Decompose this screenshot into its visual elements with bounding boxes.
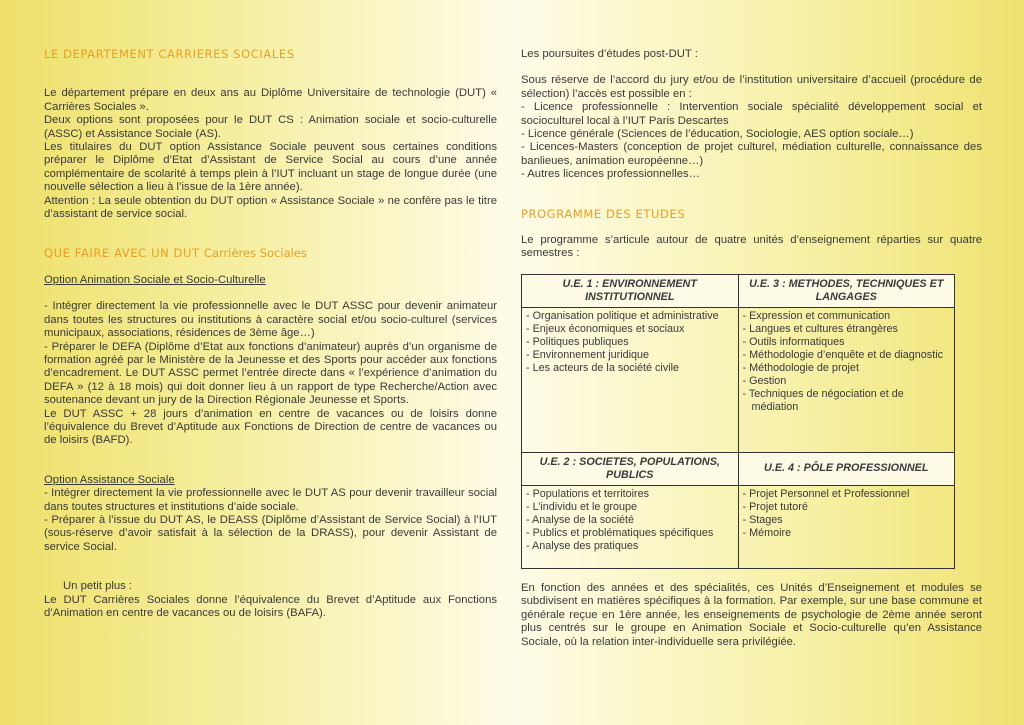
ue2-item: - Analyse des pratiques <box>526 539 639 552</box>
post-dut-item: - Licences-Masters (conception de projet culturel, médiation culturelle, connaissance des banlieues, animation européenne…) <box>521 141 982 167</box>
ue3-item: - Expression et communication <box>742 309 891 322</box>
post-dut-item: - Autres licences professionnelles… <box>521 168 700 181</box>
ue4-item: - Stages <box>742 513 783 526</box>
section-heading-que-faire <box>44 247 497 260</box>
section-heading-departement: LE DEPARTEMENT CARRIERES SOCIALES <box>44 47 295 61</box>
ue3-item: - Langues et cultures étrangères <box>742 322 898 335</box>
ue4-item: - Mémoire <box>742 526 792 539</box>
ue1-item: - Environnement juridique <box>526 348 650 361</box>
options-paragraph: Deux options sont proposées pour le DUT CS : Animation sociale et socio-culturelle (ASSC) et Assistance Sociale (AS). <box>44 114 497 140</box>
ue3-item: - Gestion <box>742 374 787 387</box>
ue1-item: - Les acteurs de la société civile <box>526 361 680 374</box>
post-dut-intro: Sous réserve de l’accord du jury et/ou de l’institution universitaire d’accueil (procédure de sélection) l’accès est possible en : <box>521 74 982 100</box>
ue3-item: - Techniques de négociation et de médiation <box>742 387 904 413</box>
ue2-header: U.E. 2 : SOCIETES, POPULATIONS, PUBLICS <box>522 452 739 485</box>
heading-main: QUE FAIRE AVEC UN DUT <box>44 246 200 261</box>
post-dut-item: - Licence générale (Sciences de l’éducation, Sociologie, AES option sociale…) <box>521 128 914 141</box>
programme-intro: Le programme s’articule autour de quatre unités d’enseignement réparties sur quatre semestres : <box>521 234 982 260</box>
left-column <box>44 48 497 620</box>
ue3-item: - Méthodologie de projet <box>742 361 859 374</box>
ue-table <box>521 274 955 569</box>
ue3-cell <box>738 307 955 452</box>
ue2-item: - L’individu et le groupe <box>526 500 638 513</box>
ue2-item: - Populations et territoires <box>526 487 650 500</box>
ue2-item: - Analyse de la société <box>526 513 635 526</box>
ue1-item: - Politiques publiques <box>526 335 629 348</box>
post-dut-title: Les poursuites d’études post-DUT : <box>521 48 698 60</box>
ue3-item: - Outils informatiques <box>742 335 845 348</box>
option-animation-title: Option Animation Sociale et Socio-Culturelle <box>44 273 266 286</box>
ue4-header: U.E. 4 : PÔLE PROFESSIONNEL <box>738 452 955 485</box>
post-dut-item: - Licence professionnelle : Intervention sociale spécialité développement social et socioculturel local à l’IUT Paris Descartes <box>521 101 982 127</box>
ue4-item: - Projet tutoré <box>742 500 808 513</box>
ue2-cell <box>522 485 739 568</box>
option-animation-p3: Le DUT ASSC + 28 jours d’animation en centre de vacances ou de loisirs donne l’équivalence du Brevet d’Aptitude aux Fonctions de Direction de centre de vacances ou de loisirs (BAFD). <box>44 407 497 447</box>
option-assistance-title: Option Assistance Sociale <box>44 473 175 486</box>
section-heading-programme: PROGRAMME DES ETUDES <box>521 206 686 221</box>
option-assistance-p1: - Intégrer directement la vie professionnelle avec le DUT AS pour devenir travailleur social dans toutes structures et institutions d’aide sociale. <box>44 487 497 513</box>
option-assistance-p2: - Préparer à l’issue du DUT AS, le DEASS (Diplôme d’Assistant de Service Social) à l’IUT (sous-réserve d’avoir satisfait à la sélection de la DRASS), pour devenir Assistant de service Social. <box>44 513 497 553</box>
ue1-cell <box>522 307 739 452</box>
ue4-cell <box>738 485 955 568</box>
option-animation-p1: - Intégrer directement la vie professionnelle avec le DUT ASSC pour devenir animateur dans toutes les structures ou institutions à caractère social et/ou socio-culturel (services municipaux, associations, résidences de 3ème âge…) <box>44 300 497 340</box>
programme-closing: En fonction des années et des spécialités, ces Unités d’Enseignement et modules se subdivisent en matières spécifiques à la formation. Par exemple, sur une base commune et générale reçue en 1ère année, les enseignements de psychologie de 2ème année seront plus centrés sur le groupe en Animation Sociale et Socio-culturelle qu’en Assistance Sociale, où la relation inter-individuelle sera privilégiée. <box>521 581 982 648</box>
ue1-item: - Enjeux économiques et sociaux <box>526 322 685 335</box>
ue4-item: - Projet Personnel et Professionnel <box>742 487 910 500</box>
right-column <box>521 48 982 649</box>
ue3-item: - Méthodologie d’enquête et de diagnostic <box>742 348 943 361</box>
titulaires-paragraph: Les titulaires du DUT option Assistance Sociale peuvent sous certaines conditions préparer le Diplôme d’Etat d’Assistant de Service Social au cours d’une année complémentaire de scolarité à temps plein à l’IUT incluant un stage de longue durée (une nouvelle sélection a lieu à l’issue de la 1ère année). <box>44 141 497 194</box>
option-animation-p2: - Préparer le DEFA (Diplôme d’Etat aux fonctions d’animateur) auprès d’un organisme de formation agréé par le Ministère de la Jeunesse et des Sports pour accéder aux fonctions d’encadrement. Le DUT ASSC permet l’entrée directe dans « l’expérience d’animation du DEFA » (12 à 18 mois) qui doit donner lieu à un rapport de type Recherche/Action avec soutenance devant un jury de la Direction Régionale Jeunesse et Sports. <box>44 340 497 407</box>
ue2-item: - Publics et problématiques spécifiques <box>526 526 714 539</box>
ue3-header: U.E. 3 : METHODES, TECHNIQUES ET LANGAGES <box>738 274 955 307</box>
ue1-item: - Organisation politique et administrative <box>526 309 719 322</box>
intro-paragraph: Le département prépare en deux ans au Diplôme Universitaire de technologie (DUT) « Carrières Sociales ». <box>44 87 497 113</box>
ue1-header: U.E. 1 : ENVIRONNEMENT INSTITUTIONNEL <box>522 274 739 307</box>
attention-paragraph: Attention : La seule obtention du DUT option « Assistance Sociale » ne confère pas le titre d’assistant de service social. <box>44 194 497 221</box>
petit-plus-title: Un petit plus : <box>63 580 133 593</box>
petit-plus-text: Le DUT Carrières Sociales donne l’équivalence du Brevet d’Aptitude aux Fonctions d’Animation en centre de vacances ou de loisirs (BAFA). <box>44 593 497 619</box>
heading-sub: Carrières Sociales <box>203 246 307 261</box>
